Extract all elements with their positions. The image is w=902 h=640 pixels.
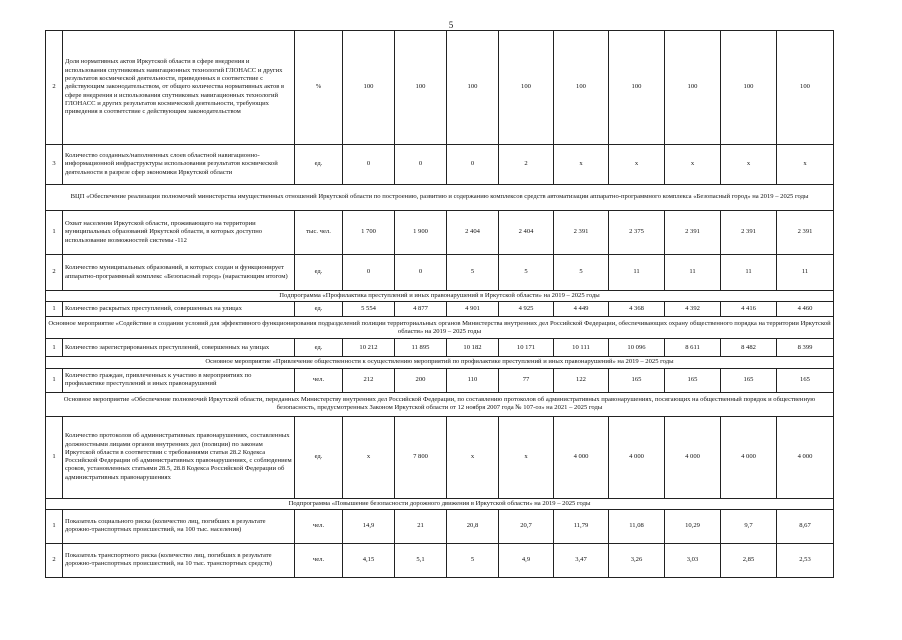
value-cell: 4 901 (447, 302, 499, 317)
value-cell: х (554, 145, 609, 185)
table-row (46, 211, 834, 255)
value-cell: 212 (343, 368, 395, 392)
value-cell: 11,79 (554, 509, 609, 543)
value-cell: 5,1 (395, 543, 447, 577)
section-header-row (46, 317, 834, 339)
indicator-name: Показатель социального риска (количество лиц, погибших в результате дорожно-транспортных происшествий, на 100 тыс. населения) (63, 509, 295, 543)
value-cell: 100 (777, 31, 834, 145)
value-cell: 5 (447, 255, 499, 291)
indicator-name: Количество зарегистрированных преступлений, совершенных на улицах (63, 339, 295, 357)
value-cell: 4 000 (721, 416, 777, 498)
section-title: Основное мероприятие «Обеспечение полномочий Иркутской области, переданных Министерству внутренних дел Российской Федерации, по составлению протоколов об административных правонарушениях, посягающих на общественный порядок и общественную безопасность, предусмотренных Законом Иркутской области от 12 ноября 2007 года № 107-оз» на 2021 – 2025 годы (46, 392, 834, 416)
value-cell: 10 111 (554, 339, 609, 357)
value-cell: 3,26 (609, 543, 665, 577)
value-cell: 2 404 (447, 211, 499, 255)
unit-cell: тыс. чел. (295, 211, 343, 255)
value-cell: 3,03 (665, 543, 721, 577)
unit-cell: ед. (295, 416, 343, 498)
table-row (46, 543, 834, 577)
value-cell: 1 700 (343, 211, 395, 255)
value-cell: 10 096 (609, 339, 665, 357)
unit-cell: чел. (295, 543, 343, 577)
value-cell: 3,47 (554, 543, 609, 577)
value-cell: 21 (395, 509, 447, 543)
value-cell: 5 (499, 255, 554, 291)
value-cell: 4 416 (721, 302, 777, 317)
table-row (46, 509, 834, 543)
value-cell: 100 (343, 31, 395, 145)
value-cell: 8 399 (777, 339, 834, 357)
unit-cell: чел. (295, 509, 343, 543)
table-row (46, 302, 834, 317)
row-number: 1 (46, 302, 63, 317)
table-row (46, 255, 834, 291)
table-row (46, 31, 834, 145)
value-cell: 10 171 (499, 339, 554, 357)
value-cell: 4 392 (665, 302, 721, 317)
section-header-row (46, 357, 834, 368)
value-cell: 2,53 (777, 543, 834, 577)
value-cell: 4 000 (609, 416, 665, 498)
indicator-name: Охват населения Иркутской области, проживающего на территории муниципальных образований Иркутской области, в которых доступно использование возможностей системы -112 (63, 211, 295, 255)
indicator-name: Количество муниципальных образований, в которых создан и функционирует аппаратно-программный комплекс «Безопасный город» (нарастающим итогом) (63, 255, 295, 291)
value-cell: х (499, 416, 554, 498)
section-title: Основное мероприятие «Привлечение общественности к осуществлению мероприятий по профилактике преступлений и иных правонарушений» на 2019 – 2025 годы (46, 357, 834, 368)
value-cell: 8,67 (777, 509, 834, 543)
section-header-row (46, 291, 834, 302)
value-cell: 8 482 (721, 339, 777, 357)
value-cell: 2 391 (721, 211, 777, 255)
unit-cell: ед. (295, 339, 343, 357)
value-cell: 2 (499, 145, 554, 185)
value-cell: 200 (395, 368, 447, 392)
page-number: 5 (448, 20, 454, 30)
value-cell: 4 449 (554, 302, 609, 317)
table-row (46, 368, 834, 392)
value-cell: 4 925 (499, 302, 554, 317)
value-cell: 2 375 (609, 211, 665, 255)
value-cell: 4 000 (554, 416, 609, 498)
section-header-row (46, 392, 834, 416)
indicator-name: Количество созданных/наполненных слоев областной навигационно-информационной инфраструктуры использования результатов космической деятельности в разрезе сфер экономики Иркутской области (63, 145, 295, 185)
value-cell: 100 (499, 31, 554, 145)
value-cell: 10 212 (343, 339, 395, 357)
table-row (46, 339, 834, 357)
value-cell: 165 (777, 368, 834, 392)
value-cell: 4 000 (777, 416, 834, 498)
value-cell: 0 (447, 145, 499, 185)
value-cell: 100 (665, 31, 721, 145)
indicator-name: Количество раскрытых преступлений, совершенных на улицах (63, 302, 295, 317)
value-cell: 0 (343, 145, 395, 185)
row-number: 2 (46, 543, 63, 577)
value-cell: 14,9 (343, 509, 395, 543)
value-cell: 122 (554, 368, 609, 392)
value-cell: 5 (447, 543, 499, 577)
value-cell: 0 (395, 145, 447, 185)
value-cell: х (609, 145, 665, 185)
section-title: Подпрограмма «Повышение безопасности дорожного движения в Иркутской области» на 2019 – 2025 годы (46, 498, 834, 509)
indicator-name: Доля нормативных актов Иркутской области в сфере внедрения и использования спутниковых навигационных технологий ГЛОНАСС и других результатов космической деятельности, приведенных в соответствие с действующим законодательством, от общего количества нормативных актов в сфере внедрения и использования спутниковых навигационных технологий ГЛОНАСС и других результатов космической деятельности, требующих приведения в соответствие с действующим законодательством (63, 31, 295, 145)
value-cell: 100 (395, 31, 447, 145)
unit-cell: чел. (295, 368, 343, 392)
table-body (46, 31, 834, 578)
value-cell: 9,7 (721, 509, 777, 543)
value-cell: 2 391 (554, 211, 609, 255)
section-header-row (46, 185, 834, 211)
table-row (46, 145, 834, 185)
value-cell: 4,15 (343, 543, 395, 577)
value-cell: 20,8 (447, 509, 499, 543)
value-cell: 2,85 (721, 543, 777, 577)
value-cell: 100 (447, 31, 499, 145)
row-number: 1 (46, 509, 63, 543)
section-title: ВЦП «Обеспечение реализации полномочий министерства имущественных отношений Иркутской области по построению, развитию и содержанию комплексов средств автоматизации аппаратно-программного комплекса «Безопасный город» на 2019 – 2025 годы (46, 185, 834, 211)
value-cell: 11 (609, 255, 665, 291)
value-cell: 77 (499, 368, 554, 392)
value-cell: 5 (554, 255, 609, 291)
value-cell: 4 000 (665, 416, 721, 498)
value-cell: 100 (554, 31, 609, 145)
row-number: 1 (46, 368, 63, 392)
value-cell: 165 (721, 368, 777, 392)
value-cell: х (447, 416, 499, 498)
value-cell: 11,08 (609, 509, 665, 543)
value-cell: 4 460 (777, 302, 834, 317)
indicator-name: Показатель транспортного риска (количество лиц, погибших в результате дорожно-транспортных происшествий, на 10 тыс. транспортных средств) (63, 543, 295, 577)
value-cell: 0 (343, 255, 395, 291)
value-cell: 11 (665, 255, 721, 291)
value-cell: 110 (447, 368, 499, 392)
indicator-name: Количество граждан, привлеченных к участию в мероприятиях по профилактике преступлений и иных правонарушений (63, 368, 295, 392)
section-title: Основное мероприятие «Содействие в создании условий для эффективного функционирования подразделений полиции территориальных органов Министерства внутренних дел Российской Федерации, обеспечивающих охрану общественного порядка на территории Иркутской области» на 2019 – 2025 годы (46, 317, 834, 339)
row-number: 1 (46, 339, 63, 357)
value-cell: 2 404 (499, 211, 554, 255)
row-number: 1 (46, 211, 63, 255)
indicators-table (45, 30, 834, 578)
value-cell: 5 554 (343, 302, 395, 317)
row-number: 2 (46, 31, 63, 145)
value-cell: 11 (777, 255, 834, 291)
value-cell: 1 900 (395, 211, 447, 255)
value-cell: х (665, 145, 721, 185)
row-number: 3 (46, 145, 63, 185)
value-cell: 2 391 (665, 211, 721, 255)
value-cell: 20,7 (499, 509, 554, 543)
unit-cell: ед. (295, 145, 343, 185)
value-cell: 165 (609, 368, 665, 392)
indicator-name: Количество протоколов об административных правонарушениях, составленных должностными лицами органов внутренних дел (полиции) по законам Иркутской области в соответствии с требованиями статьи 28.2 Кодекса Российской Федерации об административных правонарушениях, с соблюдением сроков, установленных статьями 28.5, 28.8 Кодекса Российской Федерации об административных правонарушениях (63, 416, 295, 498)
value-cell: х (777, 145, 834, 185)
value-cell: 11 895 (395, 339, 447, 357)
value-cell: 100 (721, 31, 777, 145)
value-cell: 7 800 (395, 416, 447, 498)
section-title: Подпрограмма «Профилактика преступлений и иных правонарушений в Иркутской области» на 2019 – 2025 годы (46, 291, 834, 302)
value-cell: 10,29 (665, 509, 721, 543)
table-row (46, 416, 834, 498)
unit-cell: ед. (295, 302, 343, 317)
value-cell: 4 877 (395, 302, 447, 317)
section-header-row (46, 498, 834, 509)
unit-cell: ед. (295, 255, 343, 291)
value-cell: х (721, 145, 777, 185)
value-cell: 0 (395, 255, 447, 291)
value-cell: х (343, 416, 395, 498)
value-cell: 8 611 (665, 339, 721, 357)
value-cell: 11 (721, 255, 777, 291)
value-cell: 165 (665, 368, 721, 392)
unit-cell: % (295, 31, 343, 145)
value-cell: 2 391 (777, 211, 834, 255)
row-number: 2 (46, 255, 63, 291)
value-cell: 10 182 (447, 339, 499, 357)
value-cell: 100 (609, 31, 665, 145)
row-number: 1 (46, 416, 63, 498)
value-cell: 4,9 (499, 543, 554, 577)
value-cell: 4 368 (609, 302, 665, 317)
